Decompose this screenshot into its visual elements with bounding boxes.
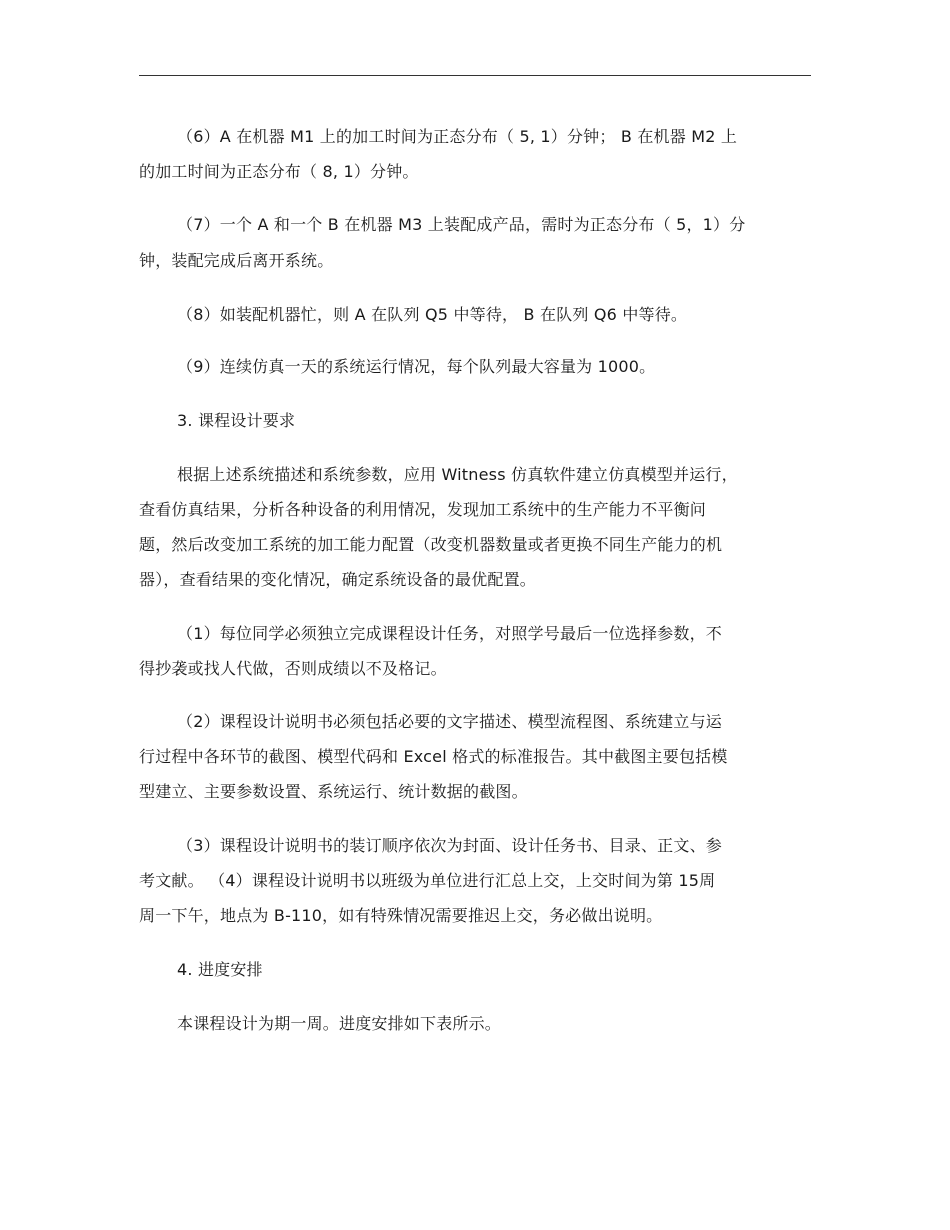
requirement-2-line-3: 型建立、主要参数设置、系统运行、统计数据的截图。 (139, 782, 528, 801)
requirements-line-2: 查看仿真结果，分析各种设备的利用情况，发现加工系统中的生产能力不平衡问 (139, 500, 707, 519)
requirement-1-line-1: （1）每位同学必须独立完成课程设计任务，对照学号最后一位选择参数，不 (177, 624, 722, 643)
requirement-3-line-1: （3）课程设计说明书的装订顺序依次为封面、设计任务书、目录、正文、参 (177, 836, 722, 855)
paragraph-7-line-1: （7）一个 A 和一个 B 在机器 M3 上装配成产品，需时为正态分布（ 5，1）分 (177, 215, 746, 234)
section-heading-3: 3. 课程设计要求 (177, 411, 296, 430)
schedule-intro: 本课程设计为期一周。进度安排如下表所示。 (177, 1014, 502, 1033)
requirement-2-line-1: （2）课程设计说明书必须包括必要的文字描述、模型流程图、系统建立与运 (177, 712, 722, 731)
paragraph-6-line-1: （6）A 在机器 M1 上的加工时间为正态分布（ 5, 1）分钟； B 在机器 M2 上 (177, 127, 738, 146)
requirement-1-line-2: 得抄袭或找人代做，否则成绩以不及格记。 (139, 659, 447, 678)
section-heading-4: 4. 进度安排 (177, 960, 263, 979)
paragraph-9: （9）连续仿真一天的系统运行情况，每个队列最大容量为 1000。 (177, 357, 656, 376)
requirements-line-4: 器），查看结果的变化情况，确定系统设备的最优配置。 (139, 570, 537, 589)
paragraph-8: （8）如装配机器忙，则 A 在队列 Q5 中等待， B 在队列 Q6 中等待。 (177, 305, 688, 324)
header-rule (139, 75, 811, 76)
paragraph-7-line-2: 钟，装配完成后离开系统。 (139, 251, 334, 270)
requirement-3-line-3: 周一下午，地点为 B-110，如有特殊情况需要推迟上交，务必做出说明。 (139, 906, 663, 925)
requirements-line-1: 根据上述系统描述和系统参数，应用 Witness 仿真软件建立仿真模型并运行， (177, 465, 738, 484)
requirement-3-line-2: 考文献。 （4）课程设计说明书以班级为单位进行汇总上交，上交时间为第 15周 (139, 871, 716, 890)
paragraph-6-line-2: 的加工时间为正态分布（ 8, 1）分钟。 (139, 162, 419, 181)
requirement-2-line-2: 行过程中各环节的截图、模型代码和 Excel 格式的标准报告。其中截图主要包括模 (139, 747, 728, 766)
requirements-line-3: 题，然后改变加工系统的加工能力配置（改变机器数量或者更换不同生产能力的机 (139, 535, 723, 554)
